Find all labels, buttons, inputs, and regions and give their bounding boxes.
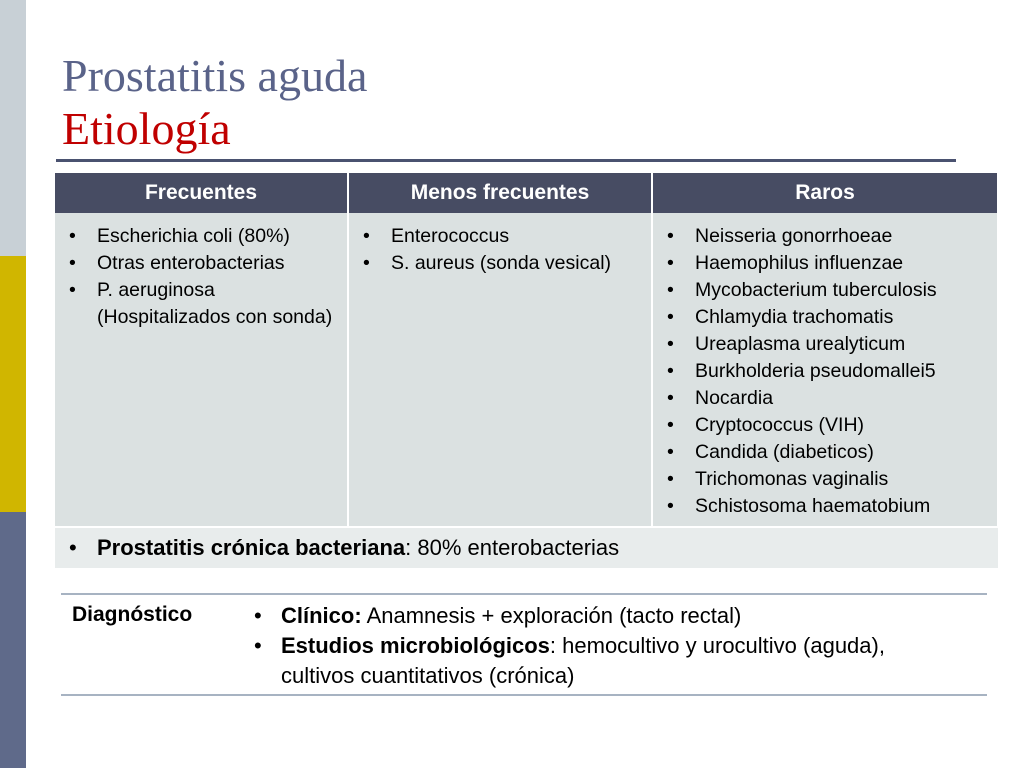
diagnosis-divider-top [61, 593, 987, 595]
list-frecuentes [61, 223, 343, 331]
list-item: • S. aureus (sonda vesical) [355, 250, 647, 277]
side-accent-top [0, 0, 26, 256]
slide-title [62, 50, 367, 156]
list-item: • Escherichia coli (80%) [61, 223, 343, 250]
table-row [54, 213, 998, 527]
list-raros [659, 223, 993, 520]
title-divider [56, 159, 956, 162]
header-frecuentes: Frecuentes [54, 173, 348, 213]
diagnosis-divider-bottom [61, 694, 987, 696]
header-menos-frecuentes: Menos frecuentes [348, 173, 652, 213]
title-main: Prostatitis aguda [62, 50, 368, 101]
list-item: • Ureaplasma urealyticum [659, 331, 993, 358]
list-item: • Enterococcus [355, 223, 647, 250]
title-subtitle: Etiología [62, 103, 231, 154]
list-item: • Neisseria gonorrhoeae [659, 223, 993, 250]
list-item: • Chlamydia trachomatis [659, 304, 993, 331]
cell-menos-frecuentes [348, 213, 652, 527]
side-accent-bottom [0, 512, 26, 768]
diagnosis-label: Diagnóstico [72, 603, 193, 626]
table-note-row [54, 527, 998, 568]
chronic-note-bold: Prostatitis crónica bacteriana [97, 535, 406, 560]
list-item: • Trichomonas vaginalis [659, 466, 993, 493]
list-item: • Cryptococcus (VIH) [659, 412, 993, 439]
diagnosis-item-microbiologicos [248, 631, 908, 691]
list-item: • Otras enterobacterias [61, 250, 343, 277]
list-item: • Candida (diabeticos) [659, 439, 993, 466]
diagnosis-item-text: Anamnesis + exploración (tacto rectal) [361, 603, 742, 628]
diagnosis-item-clinico [248, 601, 908, 631]
cell-frecuentes [54, 213, 348, 527]
side-accent-middle [0, 256, 26, 512]
list-item: • P. aeruginosa (Hospitalizados con sonda) [61, 277, 343, 331]
list-item: • Schistosoma haematobium [659, 493, 993, 520]
etiology-table [53, 173, 999, 568]
list-menos-frecuentes [355, 223, 647, 277]
list-item: • Mycobacterium tuberculosis [659, 277, 993, 304]
header-raros: Raros [652, 173, 998, 213]
cell-note [54, 527, 998, 568]
cell-raros [652, 213, 998, 527]
diagnosis-item-bold: Clínico: [281, 603, 362, 628]
chronic-note-text: : 80% enterobacterias [405, 535, 620, 560]
list-item: • Burkholderia pseudomallei5 [659, 358, 993, 385]
list-item: • Haemophilus influenzae [659, 250, 993, 277]
diagnosis-list [248, 601, 908, 691]
diagnosis-item-text: : hemocultivo y urocultivo (aguda), cultivos cuantitativos (crónica) [281, 633, 885, 688]
chronic-note [61, 535, 992, 561]
diagnosis-item-bold: Estudios microbiológicos [281, 633, 550, 658]
table-header-row [54, 173, 998, 213]
list-item: • Nocardia [659, 385, 993, 412]
